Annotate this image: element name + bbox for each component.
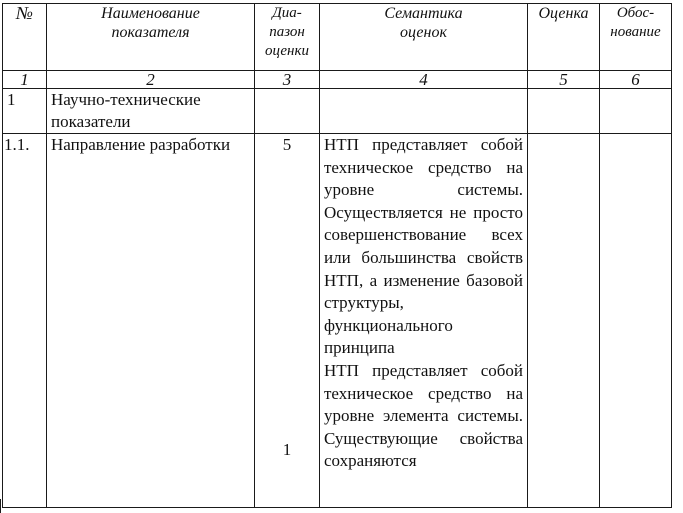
- semantic-high-text: НТП представляет собой техническое средство на уровне системы. Осуществляется не просто совершенствование всех или большинства свойств НТП, а изменение базовой структуры, функционального принципа: [324, 135, 523, 358]
- column-number: 4: [320, 71, 528, 89]
- range-value-low: 1: [282, 440, 292, 459]
- indicator-table: [2, 3, 672, 508]
- header-range: [255, 4, 320, 71]
- table-row: [3, 134, 672, 508]
- header-row: [3, 4, 672, 71]
- row-designation-empty: [600, 89, 672, 134]
- header-range-line3: оценки: [265, 43, 309, 59]
- header-range-line2: пазон: [269, 24, 305, 40]
- row-name: Направление разработки: [47, 134, 255, 508]
- row-range: [255, 134, 320, 508]
- column-number: 6: [600, 71, 672, 89]
- row-num: 1: [3, 89, 47, 134]
- row-score-empty: [528, 89, 600, 134]
- header-name-line1: Наименование: [101, 5, 200, 22]
- page-edge-mark: [0, 499, 13, 513]
- column-number-row: [3, 71, 672, 89]
- row-score-empty: [528, 134, 600, 508]
- semantic-low-text: НТП представляет собой техническое средство на уровне элемента системы. Существующие свойства сохраняются: [324, 360, 523, 471]
- row-range-empty: [255, 89, 320, 134]
- header-num: №: [3, 4, 47, 71]
- header-semantic: [320, 4, 528, 71]
- table-row: [3, 89, 672, 134]
- row-name: Научно-технические показатели: [47, 89, 255, 134]
- row-semantic-empty: [320, 89, 528, 134]
- column-number: 5: [528, 71, 600, 89]
- row-designation-empty: [600, 134, 672, 508]
- header-name-line2: показателя: [111, 24, 190, 41]
- header-name: [47, 4, 255, 71]
- header-designation: [600, 4, 672, 71]
- column-number: 2: [47, 71, 255, 89]
- header-score: Оценка: [528, 4, 600, 71]
- header-design-line1: Обос-: [616, 5, 655, 21]
- row-num: 1.1.: [3, 134, 47, 508]
- header-semantic-line1: Семантика: [384, 5, 463, 22]
- row-semantic: [320, 134, 528, 508]
- column-number: 1: [3, 71, 47, 89]
- header-design-line2: нование: [610, 24, 661, 40]
- header-semantic-line2: оценок: [400, 24, 447, 41]
- range-value-high: 5: [282, 135, 292, 154]
- header-range-line1: Диа-: [272, 5, 302, 21]
- column-number: 3: [255, 71, 320, 89]
